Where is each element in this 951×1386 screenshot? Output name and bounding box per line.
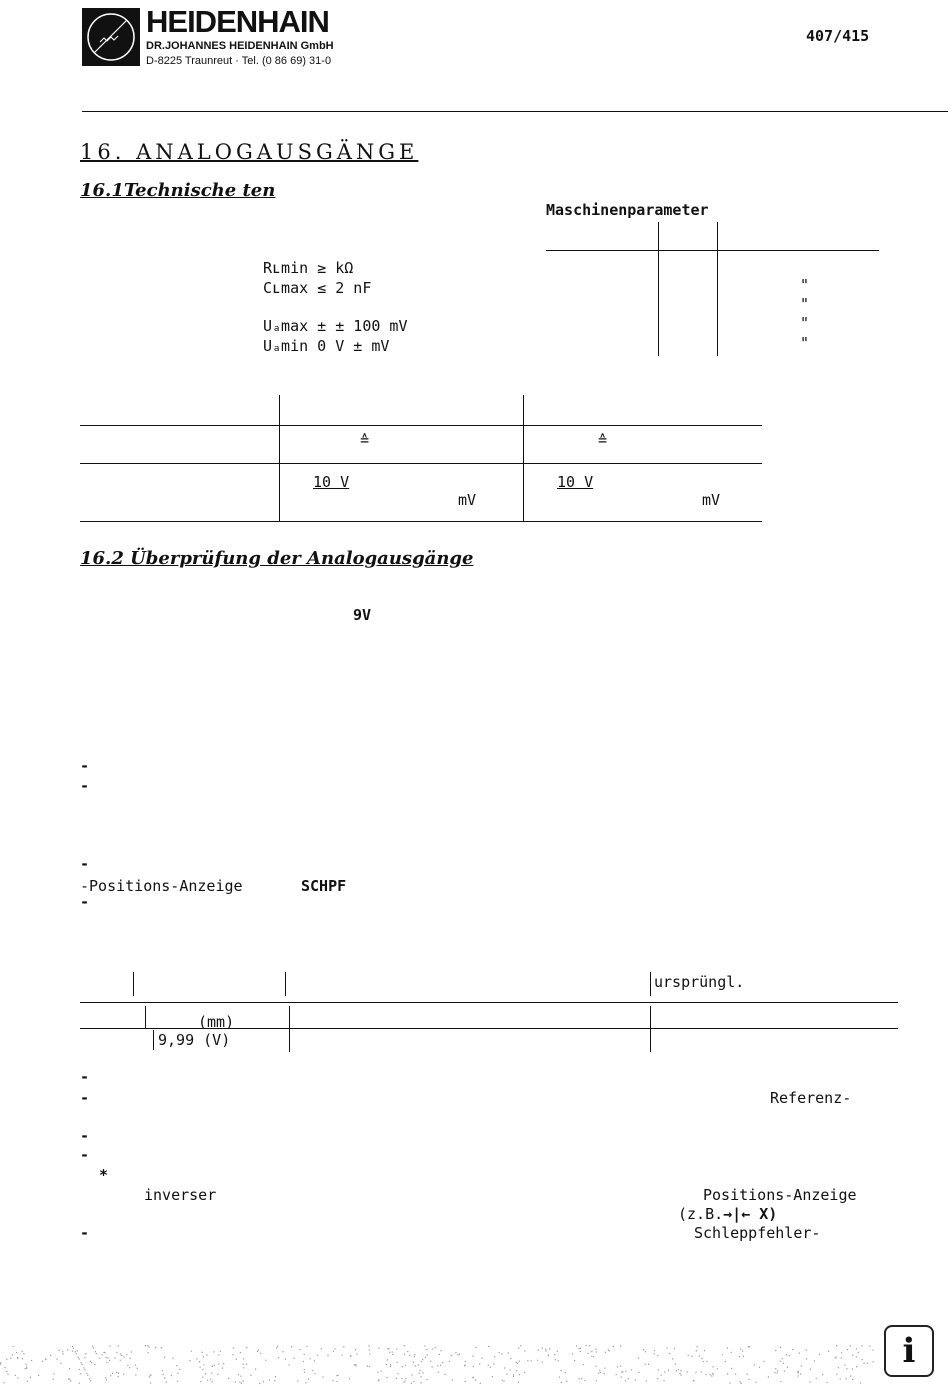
table1-mv-2: mV [702, 491, 721, 509]
params-rule [546, 250, 879, 251]
company-address: D-8225 Traunreut · Tel. (0 86 69) 31-0 [146, 55, 332, 67]
logo-wordmark: HEIDENHAIN [146, 4, 329, 39]
list-dash: - [80, 757, 90, 775]
table1-mv-1: mV [458, 491, 477, 509]
table1-corresponds-1: ≙ [360, 431, 370, 449]
table1-voltage-2: 10 V [557, 473, 594, 491]
ditto-mark: " [800, 314, 810, 332]
subsection-heading-2: 16.2 Überprüfung der Analogausgänge [80, 548, 474, 569]
ditto-mark: " [800, 276, 810, 294]
spec-voltage-min: Uₐmin 0 V ± mV [263, 337, 390, 355]
table1-corresponds-2: ≙ [598, 431, 608, 449]
table1-col-line-2 [523, 395, 524, 521]
note-inverser: inverser [144, 1186, 217, 1204]
arrow-key-icon: →|← X) [723, 1205, 778, 1223]
list-dash: - [80, 1089, 90, 1107]
list-dash: - [80, 1146, 90, 1164]
machine-params-label: Maschinenparameter [546, 201, 709, 219]
list-dash: - [80, 1224, 90, 1242]
note-following-error: Schleppfehler- [694, 1224, 821, 1242]
table1-rule-3 [80, 521, 762, 522]
ditto-mark: " [800, 334, 810, 352]
table1-voltage-1: 10 V [313, 473, 350, 491]
list-dash: - [80, 777, 90, 795]
note-example [678, 1205, 777, 1223]
spec-load-resistance: Rʟmin ≥ kΩ [263, 259, 354, 277]
list-dash: - [80, 1068, 90, 1086]
positions-display-label: Positions-Anzeige [89, 877, 243, 895]
table2-header-original: ursprüngl. [654, 973, 745, 991]
params-col-line-2 [717, 222, 718, 356]
table2-unit-mm: (mm) [198, 1013, 235, 1031]
list-item-positions [80, 877, 243, 895]
company-name: DR.JOHANNES HEIDENHAIN GmbH [146, 40, 334, 52]
table2-col-line-2 [285, 972, 286, 996]
header-divider [82, 111, 948, 112]
list-dash: - [80, 877, 90, 895]
table1-col-line-1 [279, 395, 280, 521]
page-reference: 407/415 [806, 27, 870, 45]
note-asterisk: * [99, 1166, 109, 1184]
list-dash: - [80, 855, 90, 873]
table2-row-line [153, 1030, 154, 1050]
heidenhain-logo [82, 8, 140, 66]
table2-value-volts: 9,99 (V) [158, 1031, 231, 1049]
table2-row-line [145, 1006, 146, 1028]
check-voltage: 9V [353, 606, 372, 624]
spec-load-capacitance: Cʟmax ≤ 2 nF [263, 279, 372, 297]
list-dash: - [80, 1127, 90, 1145]
table2-col-line-1 [133, 972, 134, 996]
table1-rule-2 [80, 463, 762, 464]
table1-rule-1 [80, 425, 762, 426]
table2-row-line [289, 1006, 290, 1052]
table2-col-line-3 [650, 972, 651, 996]
table2-row-line [650, 1006, 651, 1052]
subsection-heading-1: 16.1Technische ten [80, 180, 276, 201]
section-heading: 16. ANALOGAUSGÄNGE [80, 140, 419, 164]
table2-rule-1 [80, 1002, 898, 1003]
info-button[interactable]: i [884, 1325, 934, 1377]
note-referenz: Referenz- [770, 1089, 852, 1107]
scan-noise-decoration [0, 1345, 951, 1386]
note-example-prefix: (z.B. [678, 1205, 724, 1223]
list-dash: - [80, 893, 90, 911]
note-positions-display: Positions-Anzeige [703, 1186, 857, 1204]
spec-voltage-max: Uₐmax ± ± 100 mV [263, 317, 408, 335]
schpf-label: SCHPF [301, 877, 347, 895]
ditto-mark: " [800, 295, 810, 313]
params-col-line-1 [658, 222, 659, 356]
